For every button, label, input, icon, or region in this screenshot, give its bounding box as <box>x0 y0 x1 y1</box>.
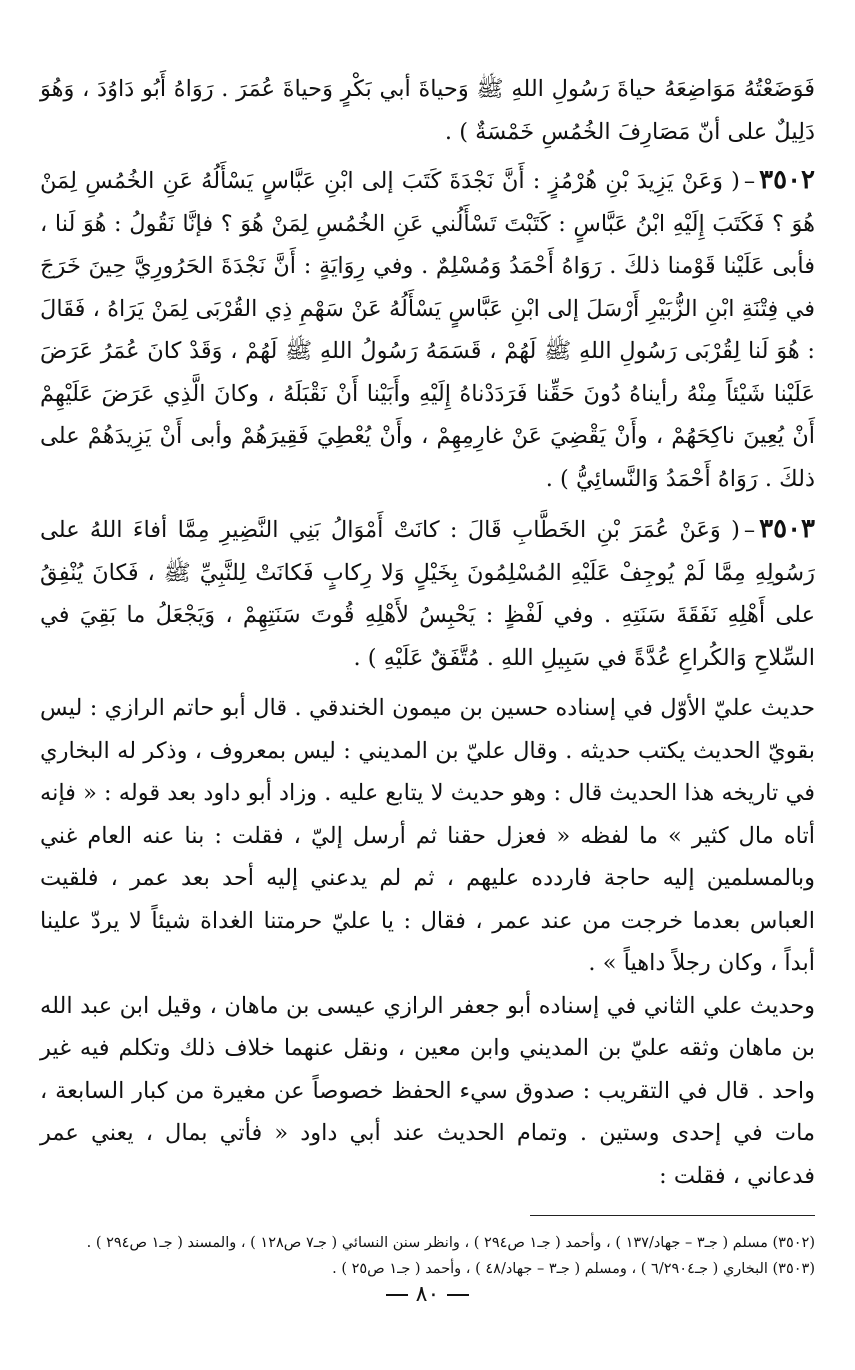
hadith-number: ٣٥٠٢ <box>759 165 815 195</box>
commentary-paragraph <box>40 687 815 985</box>
hadith-dash: – <box>743 517 756 543</box>
commentary-text: حديث عليّ الأوّل في إسناده حسين بن ميمون الخندقي . قال أبو حاتم الرازي : ليس بقويّ الحديث يكتب حديثه . وقال عليّ بن المديني : ليس بمعروف ، وذكر له البخاري في تاريخه هذا الحديث قال : وهو حديث لا يتابع عليه . وزاد أبو داود بعد قوله : « فإنه أتاه مال كثير » ما لفظه « فعزل حقنا ثم أرسل إليّ ، فقلت : بنا عنه العام غني وبالمسلمين إليه حاجة فاردده عليهم ، ثم لم يدعني إليه أحد بعد عمر ، فلقيت العباس بعدما خرجت من عند عمر ، فقال : يا عليّ حرمتنا الغداة شيئاً لا يردّ علينا أبداً ، وكان رجلاً داهياً » . <box>40 695 815 976</box>
footnote-3502: (٣٥٠٢) مسلم ( جـ٣ – جهاد/١٣٧ ) ، وأحمد ( جـ١ ص٢٩٤ ) ، وانظر سنن النسائي ( جـ٧ ص١٢٨ ) ، والمسند ( جـ١ ص٢٩٤ ) . <box>86 1235 815 1251</box>
commentary-text: وحديث علي الثاني في إسناده أبو جعفر الرازي عيسى بن ماهان ، وقيل ابن عبد الله بن ماهان وثقه عليّ بن المديني وابن معين ، ونقل عنهما خلاف ذلك وتكلم فيه غير واحد . قال في التقريب : صدوق سيء الحفظ خصوصاً عن مغيرة من كبار السابعة ، مات في إحدى وستين . وتمام الحديث عند أبي داود « فأتي بمال ، يعني عمر فدعاني ، فقلت : <box>40 992 815 1189</box>
hadith-text: ( وَعَنْ عُمَرَ بْنِ الخَطَّابِ قَالَ : كانَتْ أَمْوَالُ بَنِي النَّضِيرِ مِمَّا أفاءَ اللهُ على رَسُولِهِ مِمَّا لَمْ يُوجِفْ عَلَيْهِ المُسْلِمُونَ بِخَيْلٍ وَلا رِكابٍ فَكانَتْ لِلنَّبِيِّ ﷺ ، فَكانَ يُنْفِقُ على أَهْلِهِ نَفَقَةَ سَنَتِهِ . وفي لَفْظٍ : يَحْبِسُ لأَهْلِهِ قُوتَ سَنَتِهِمْ ، وَيَجْعَلُ ما بَقِيَ في السِّلاحِ وَالكُراعِ عُدَّةً في سَبِيلِ اللهِ . مُتَّفَقٌ عَلَيْهِ ) . <box>40 517 815 671</box>
commentary-paragraph <box>40 985 815 1198</box>
page-number-bar <box>447 1294 469 1296</box>
footnote-3503: (٣٥٠٣) البخاري ( جـ٦/٢٩٠٤ ) ، ومسلم ( جـ٣ – جهاد/٤٨ ) ، وأحمد ( جـ١ ص٢٥ ) . <box>332 1261 815 1277</box>
hadith-3503 <box>40 508 815 679</box>
hadith-dash: – <box>743 168 756 194</box>
hadith-3502 <box>40 159 815 500</box>
paragraph-continuation <box>40 68 815 153</box>
page-number-text: ٨٠ <box>415 1282 440 1307</box>
page-number <box>0 1282 855 1307</box>
paragraph-text: فَوَضَعْتُهُ مَوَاضِعَهُ حياةَ رَسُولِ اللهِ ﷺ وَحياةَ أبي بَكْرٍ وَحياةَ عُمَرَ . رَوَاهُ أَبُو دَاوُدَ ، وَهُوَ دَلِيلٌ على أنّ مَصَارِفَ الخُمُسِ خَمْسَةٌ ) . <box>40 76 815 145</box>
footnote-divider <box>530 1215 815 1216</box>
page-number-bar <box>386 1294 408 1296</box>
hadith-number: ٣٥٠٣ <box>759 514 815 544</box>
hadith-text: ( وَعَنْ يَزِيدَ بْنِ هُرْمُزٍ : أَنَّ نَجْدَةَ كَتَبَ إلى ابْنِ عَبَّاسٍ يَسْأَلُهُ عَنِ الخُمُسِ لِمَنْ هُوَ ؟ فَكَتَبَ إِلَيْهِ ابْنُ عَبَّاسٍ : كَتَبْتَ تَسْأَلُني عَنِ الخُمُسِ لِمَنْ هُوَ ؟ فإنَّا نَقُولُ : هُوَ لَنا ، فأبى عَلَيْنا قَوْمنا ذلكَ . رَوَاهُ أَحْمَدُ وَمُسْلِمٌ . وفي رِوَايَةٍ : أَنَّ نَجْدَةَ الحَرُورِيَّ حِينَ خَرَجَ في فِتْنَةِ ابْنِ الزُّبَيْرِ أَرْسَلَ إلى ابْنِ عَبَّاسٍ يَسْأَلُهُ عَنْ سَهْمِ ذِي القُرْبَى لِمَنْ يَرَاهُ ، فَقَالَ : هُوَ لَنا لِقُرْبَى رَسُولِ اللهِ ﷺ لَهُمْ ، قَسَمَهُ رَسُولُ اللهِ ﷺ لَهُمْ ، وَقَدْ كانَ عُمَرُ عَرَضَ عَلَيْنا شَيْئاً مِنْهُ رأيناهُ دُونَ حَقِّنا فَرَدَدْناهُ إِلَيْهِ وأَبَيْنا أَنْ نَقْبَلَهُ ، وكانَ الَّذِي عَرَضَ عَلَيْهِمْ أَنْ يُعِينَ ناكِحَهُمْ ، وأَنْ يَقْضِيَ عَنْ غارِمِهِمْ ، وأَنْ يُعْطِيَ فَقِيرَهُمْ وأبى أَنْ يَزِيدَهُمْ على ذلكَ . رَوَاهُ أَحْمَدُ وَالنَّسائِيُّ ) . <box>40 168 815 492</box>
